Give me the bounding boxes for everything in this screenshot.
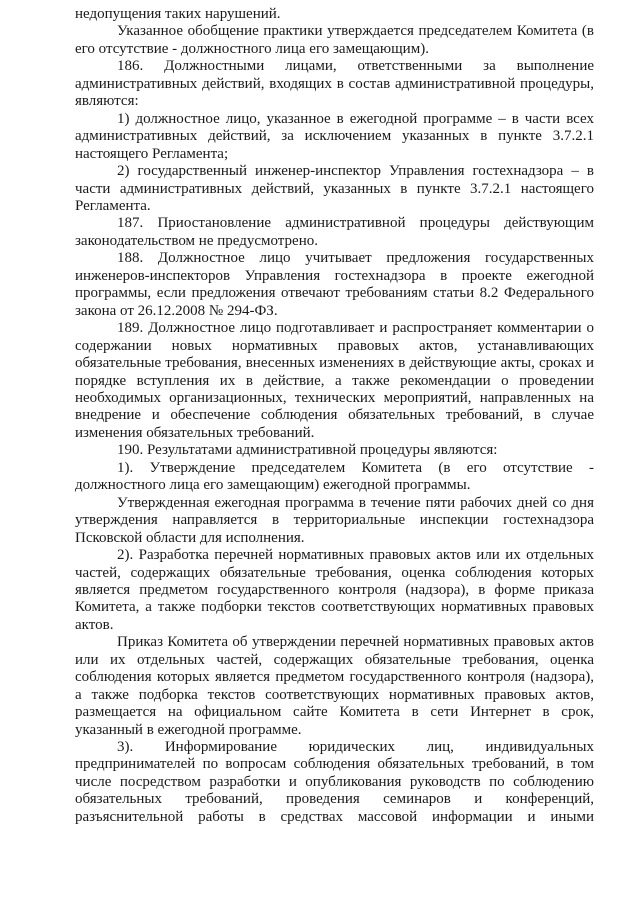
paragraph-190: 190. Результатами административной процедуры являются:	[117, 442, 498, 459]
paragraph-187: 187. Приостановление административной процедуры действующим законодательством не предусмотрено.	[75, 215, 594, 249]
paragraph-188: 188. Должностное лицо учитывает предложения государственных инженеров-инспекторов Управления гостехнадзора в проекте ежегодной программы, если предложения отвечают требованиям статьи 8.2 Федерального закона от 26.12.2008 № 294-ФЗ.	[75, 250, 594, 319]
paragraph-practice-approval: Указанное обобщение практики утверждается председателем Комитета (в его отсутствие - должностного лица его замещающим).	[75, 23, 594, 57]
paragraph-190-result-2: 2). Разработка перечней нормативных правовых актов или их отдельных частей, содержащих обязательные требования, оценка соблюдения которых является предметом государственного контроля (надзора), в форме приказа Комитета, а также подборки текстов соответствующих нормативных правовых актов.	[75, 547, 594, 633]
paragraph-189: 189. Должностное лицо подготавливает и распространяет комментарии о содержании новых нормативных правовых актов, устанавливающих обязательные требования, внесенных изменениях в действующие акты, сроках и порядке вступления их в действие, а также рекомендации о проведении необходимых организационных, технических мероприятий, направленных на внедрение и обеспечение соблюдения обязательных требований, в случае изменения обязательных требований.	[75, 320, 594, 441]
paragraph-190-result-3: 3). Информирование юридических лиц, индивидуальных предпринимателей по вопросам соблюдения обязательных требований, в том числе посредством разработки и опубликования руководств по соблюдению обязательных требований, проведения семинаров и конференций, разъяснительной работы в средствах массовой информации и иными	[75, 739, 594, 825]
paragraph-190-result-1: 1). Утверждение председателем Комитета (в его отсутствие - должностного лица его замещающим) ежегодной программы.	[75, 459, 594, 494]
paragraph-order-publication: Приказ Комитета об утверждении перечней нормативных правовых актов или их отдельных частей, содержащих обязательные требования, оценка соблюдения которых является предметом государственного контроля (надзора), а также подборка текстов соответствующих нормативных правовых актов, размещается на официальном сайте Комитета в сети Интернет в срок, указанный в ежегодной программе.	[75, 634, 594, 738]
paragraph-186-item-2: 2) государственный инженер-инспектор Управления гостехнадзора – в части административных действий, указанных в пункте 3.7.2.1 настоящего Регламента.	[75, 163, 594, 214]
paragraph-186-item-1: 1) должностное лицо, указанное в ежегодной программе – в части всех административных действий, за исключением указанных в пункте 3.7.2.1 настоящего Регламента;	[75, 110, 594, 162]
paragraph-carryover: недопущения таких нарушений.	[75, 6, 281, 22]
paragraph-186: 186. Должностными лицами, ответственными за выполнение административных действий, входящих в состав административной процедуры, являются:	[75, 58, 594, 110]
paragraph-program-distribution: Утвержденная ежегодная программа в течение пяти рабочих дней со дня утверждения направляется в территориальные инспекции гостехнадзора Псковской области для исполнения.	[75, 494, 594, 546]
